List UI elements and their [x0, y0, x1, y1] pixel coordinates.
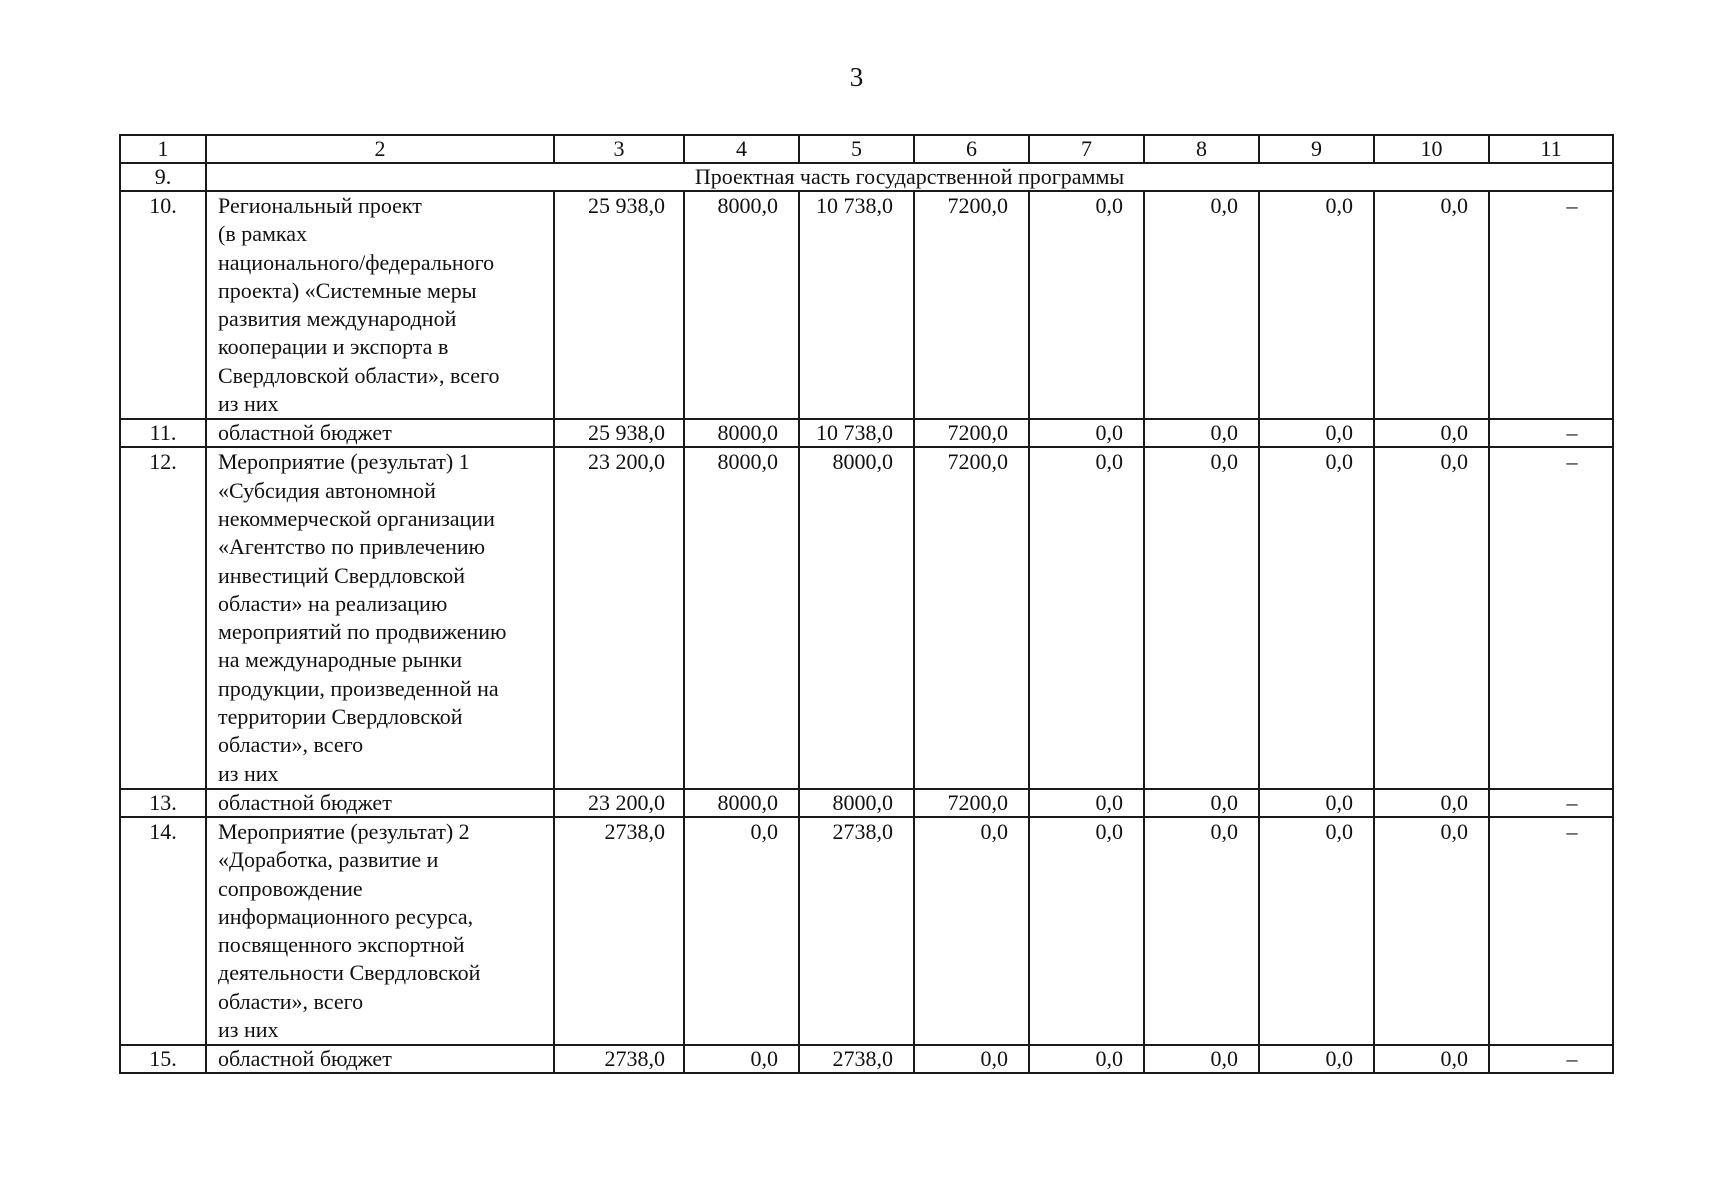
value-cell: 8000,0 [684, 447, 799, 789]
value-cell-dash: – [1489, 191, 1613, 419]
value-cell: 0,0 [1259, 789, 1374, 817]
column-number: 5 [799, 135, 914, 163]
column-number: 3 [554, 135, 684, 163]
value-cell: 8000,0 [684, 789, 799, 817]
table-row [120, 419, 1613, 447]
value-cell: 0,0 [1259, 1045, 1374, 1073]
value-cell: 0,0 [1144, 789, 1259, 817]
value-cell: 7200,0 [914, 789, 1029, 817]
table-row [120, 191, 1613, 419]
table-row [120, 447, 1613, 789]
value-cell: 0,0 [1374, 447, 1489, 789]
value-cell: 8000,0 [684, 419, 799, 447]
page-number: 3 [849, 62, 864, 92]
value-cell: 0,0 [1374, 191, 1489, 419]
value-cell: 0,0 [1144, 191, 1259, 419]
value-cell: 0,0 [1259, 817, 1374, 1045]
value-cell-dash: – [1489, 447, 1613, 789]
column-number: 7 [1029, 135, 1144, 163]
value-cell-dash: – [1489, 817, 1613, 1045]
row-number: 14. [120, 817, 206, 1045]
value-cell-dash: – [1489, 1045, 1613, 1073]
value-cell: 0,0 [1029, 789, 1144, 817]
column-number-row [120, 135, 1613, 163]
value-cell: 0,0 [1029, 419, 1144, 447]
value-cell: 25 938,0 [554, 191, 684, 419]
column-number: 11 [1489, 135, 1613, 163]
value-cell: 0,0 [914, 817, 1029, 1045]
value-cell: 0,0 [1029, 191, 1144, 419]
value-cell: 8000,0 [799, 789, 914, 817]
table-row [120, 1045, 1613, 1073]
value-cell: 7200,0 [914, 419, 1029, 447]
value-cell: 8000,0 [684, 191, 799, 419]
table-row [120, 789, 1613, 817]
value-cell: 0,0 [1259, 419, 1374, 447]
value-cell: 0,0 [1144, 817, 1259, 1045]
row-number: 10. [120, 191, 206, 419]
section-row [120, 163, 1613, 191]
value-cell: 23 200,0 [554, 789, 684, 817]
budget-table [119, 134, 1614, 1074]
value-cell: 25 938,0 [554, 419, 684, 447]
value-cell: 23 200,0 [554, 447, 684, 789]
value-cell: 2738,0 [554, 817, 684, 1045]
value-cell: 0,0 [1029, 1045, 1144, 1073]
value-cell: 0,0 [1144, 1045, 1259, 1073]
value-cell: 0,0 [1374, 419, 1489, 447]
column-number: 9 [1259, 135, 1374, 163]
value-cell: 7200,0 [914, 191, 1029, 419]
value-cell: 0,0 [1374, 1045, 1489, 1073]
value-cell: 0,0 [1029, 447, 1144, 789]
column-number: 4 [684, 135, 799, 163]
row-name: областной бюджет [206, 789, 554, 817]
value-cell: 0,0 [1144, 447, 1259, 789]
row-name: Мероприятие (результат) 2 «Доработка, развитие и сопровождение информационного ресурса, посвященного экспортной деятельности Свердловской области», всего из них [206, 817, 554, 1045]
value-cell-dash: – [1489, 419, 1613, 447]
value-cell: 7200,0 [914, 447, 1029, 789]
section-title: Проектная часть государственной программы [206, 163, 1613, 191]
value-cell: 0,0 [1144, 419, 1259, 447]
value-cell: 0,0 [684, 1045, 799, 1073]
value-cell: 0,0 [684, 817, 799, 1045]
column-number: 10 [1374, 135, 1489, 163]
row-number: 15. [120, 1045, 206, 1073]
column-number: 8 [1144, 135, 1259, 163]
value-cell-dash: – [1489, 789, 1613, 817]
value-cell: 10 738,0 [799, 191, 914, 419]
value-cell: 0,0 [1374, 789, 1489, 817]
column-number: 2 [206, 135, 554, 163]
row-number: 9. [120, 163, 206, 191]
value-cell: 0,0 [1259, 447, 1374, 789]
row-number: 13. [120, 789, 206, 817]
row-name: областной бюджет [206, 1045, 554, 1073]
value-cell: 2738,0 [799, 817, 914, 1045]
value-cell: 0,0 [1374, 817, 1489, 1045]
table-body [120, 191, 1613, 1073]
table-row [120, 817, 1613, 1045]
value-cell: 2738,0 [799, 1045, 914, 1073]
column-number: 6 [914, 135, 1029, 163]
row-number: 12. [120, 447, 206, 789]
column-number: 1 [120, 135, 206, 163]
row-name: Региональный проект (в рамках национального/федерального проекта) «Системные меры развития международной кооперации и экспорта в Свердловской области», всего из них [206, 191, 554, 419]
row-name: Мероприятие (результат) 1 «Субсидия автономной некоммерческой организации «Агентство по привлечению инвестиций Свердловской области» на реализацию мероприятий по продвижению на международные рынки продукции, произведенной на территории Свердловской области», всего из них [206, 447, 554, 789]
value-cell: 2738,0 [554, 1045, 684, 1073]
value-cell: 8000,0 [799, 447, 914, 789]
value-cell: 10 738,0 [799, 419, 914, 447]
value-cell: 0,0 [1029, 817, 1144, 1045]
value-cell: 0,0 [1259, 191, 1374, 419]
row-number: 11. [120, 419, 206, 447]
row-name: областной бюджет [206, 419, 554, 447]
value-cell: 0,0 [914, 1045, 1029, 1073]
